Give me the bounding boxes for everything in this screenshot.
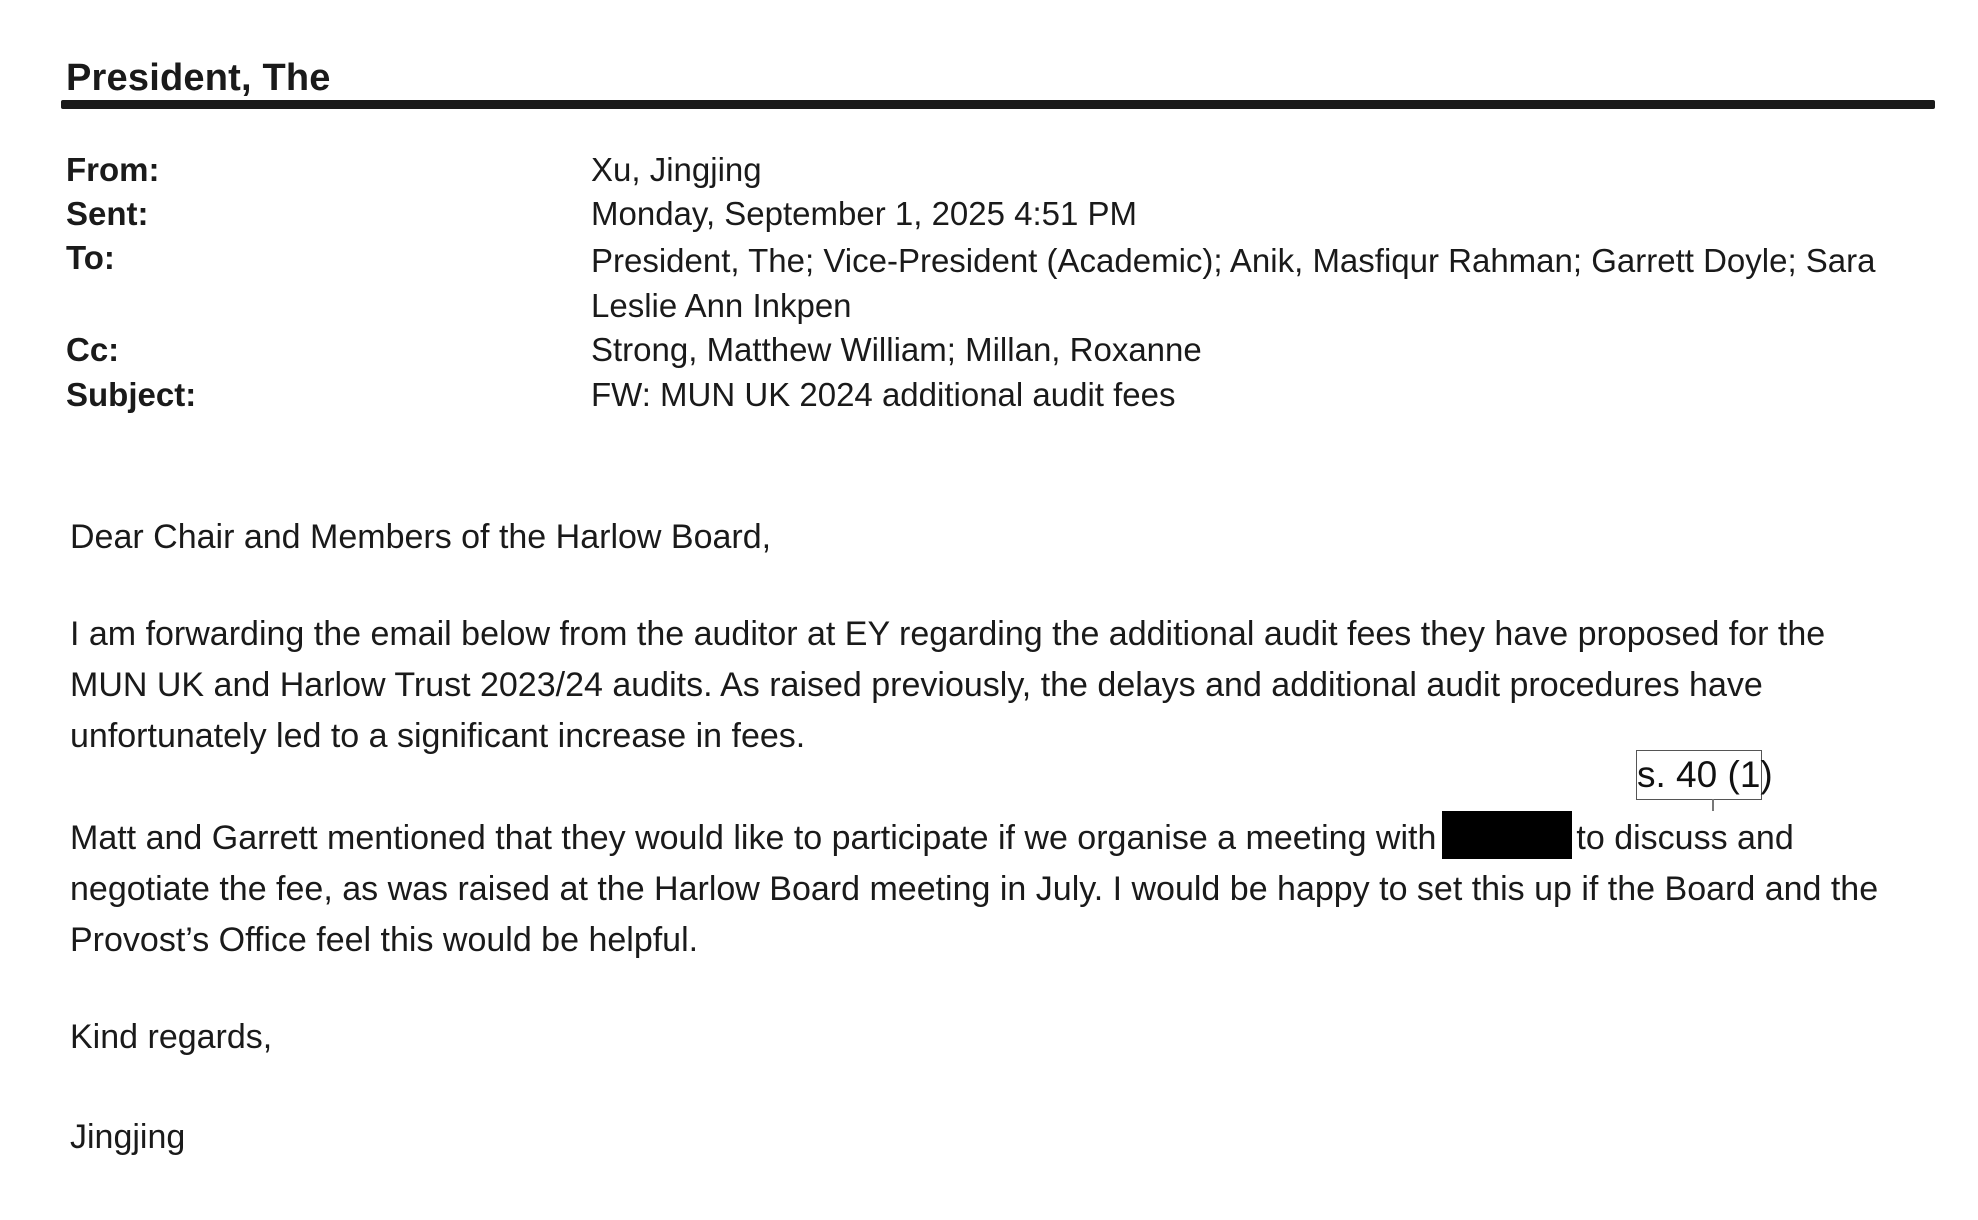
page-title: President, The [66, 57, 331, 99]
to-value: President, The; Vice-President (Academic); Anik, Masfiqur Rahman; Garrett Doyle; Sara Leslie Ann Inkpen [591, 242, 1876, 324]
redaction-block [1442, 811, 1572, 859]
paragraph-meeting-end: to discuss and negotiate the fee, as was raised at the Harlow Board meeting in July. I would be happy to set this up if the Board and the Provost’s Office feel this would be helpful. [70, 819, 1879, 959]
redaction-code-label: s. 40 (1) [1636, 750, 1762, 800]
signature: Jingjing [70, 1118, 186, 1156]
paragraph-forwarding: I am forwarding the email below from the auditor at EY regarding the additional audit fees they have proposed for the MUN UK and Harlow Trust 2023/24 audits. As raised previously, the delays and additional audit procedures have unfortunately led to a significant increase in fees. [70, 615, 1826, 755]
paragraph-meeting-start: Matt and Garrett mentioned that they would like to participate if we organise a meeting with [70, 819, 1437, 857]
cc-label: Cc: [66, 331, 120, 368]
sent-label: Sent: [66, 195, 149, 232]
redaction-code-leader [1712, 799, 1714, 811]
title-rule [61, 100, 1935, 109]
paragraph-meeting [70, 811, 1910, 966]
sent-value: Monday, September 1, 2025 4:51 PM [591, 195, 1138, 232]
subject-value: FW: MUN UK 2024 additional audit fees [591, 376, 1176, 413]
closing: Kind regards, [70, 1018, 273, 1056]
cc-value: Strong, Matthew William; Millan, Roxanne [591, 331, 1202, 368]
from-label: From: [66, 151, 160, 188]
greeting: Dear Chair and Members of the Harlow Board, [70, 518, 772, 556]
to-label: To: [66, 239, 115, 276]
subject-label: Subject: [66, 376, 197, 413]
from-value: Xu, Jingjing [591, 151, 762, 188]
